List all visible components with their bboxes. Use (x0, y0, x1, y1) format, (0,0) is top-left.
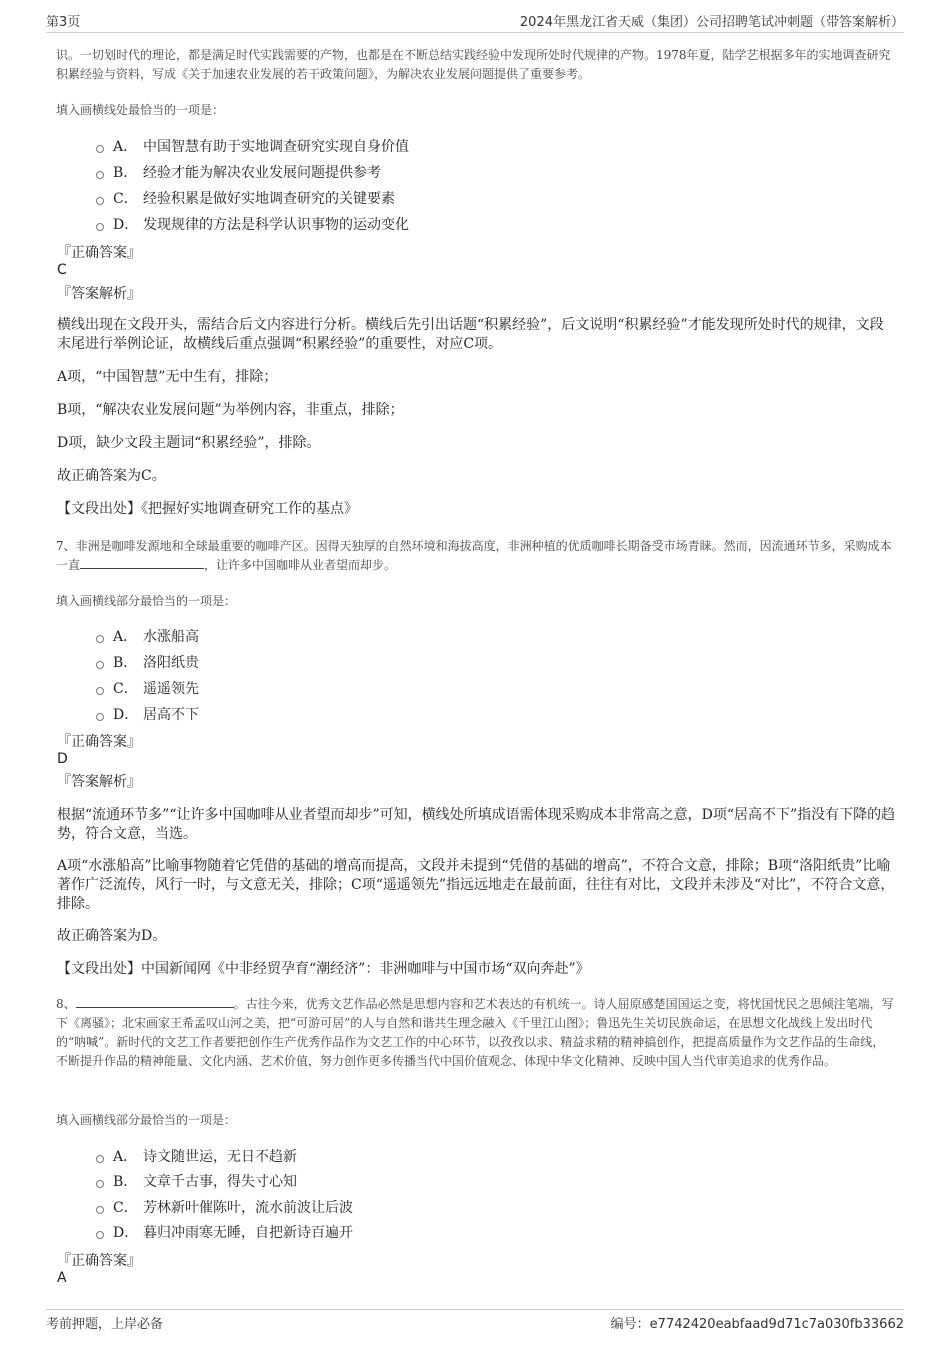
header-divider (46, 32, 904, 33)
q7-analysis-options: A项“水涨船高”比喻事物随着它凭借的基础的增高而提高，文段并未提到“凭借的基础的增高”，不符合文意，排除；B项“洛阳纸贵”比喻著作广泛流传，风行一时，与文意无关，排除；C项“遥遥领先”指远远地走在最前面，往往有对比，文段并未涉及“对比”，不符合文意，排除。 (57, 858, 895, 912)
option-letter: B． (113, 165, 138, 181)
q8-option-d[interactable] (96, 1220, 353, 1244)
radio-button[interactable] (96, 171, 104, 179)
q8-option-b[interactable] (96, 1169, 297, 1193)
radio-button[interactable] (96, 661, 104, 669)
q8-blank (76, 995, 234, 1008)
option-letter: C． (113, 681, 138, 697)
document-id: 编号：e7742420eabfaad9d71c7a030fb33662 (610, 1317, 904, 1332)
q7-passage (56, 537, 896, 575)
q6-answer: C (57, 262, 67, 278)
option-text: 中国智慧有助于实地调查研究实现自身价值 (143, 139, 409, 155)
document-title: 2024年黑龙江省天威（集团）公司招聘笔试冲刺题（带答案解析） (519, 15, 904, 30)
option-letter: C． (113, 1200, 138, 1216)
q6-analysis-conclusion: 故正确答案为C。 (57, 468, 166, 484)
option-text: 文章千古事，得失寸心知 (143, 1174, 297, 1190)
q7-prompt: 填入画横线部分最恰当的一项是： (56, 594, 237, 608)
q6-answer-label: 『正确答案』 (57, 245, 141, 261)
q7-analysis-main: 根据“流通环节多”“让许多中国咖啡从业者望而却步”可知，横线处所填成语需体现采购成本非常高之意，D项“居高不下”指没有下降的趋势，符合文意，当选。 (57, 807, 896, 842)
q7-option-d[interactable] (96, 702, 199, 726)
footer-slogan: 考前押题，上岸必备 (46, 1317, 164, 1332)
q7-answer: D (57, 751, 68, 767)
q6-analysis-d: D项，缺少文段主题词“积累经验”，排除。 (57, 435, 321, 451)
q8-prompt: 填入画横线部分最恰当的一项是： (56, 1113, 237, 1127)
q6-option-b[interactable] (96, 160, 381, 184)
q6-passage: 识。一切划时代的理论，都是满足时代实践需要的产物，也都是在不断总结实践经验中发现所处时代规律的产物。1978年夏，陆学艺根据多年的实地调查研究积累经验与资料，写成《关于加速农业发展的若干政策问题》，为解决农业发展问题提供了重要参考。 (56, 48, 891, 81)
option-text: 芳林新叶催陈叶，流水前波让后波 (143, 1200, 353, 1216)
q6-prompt: 填入画横线处最恰当的一项是： (56, 103, 225, 117)
radio-button[interactable] (96, 1206, 104, 1214)
option-text: 水涨船高 (143, 629, 199, 645)
q8-option-a[interactable] (96, 1144, 297, 1168)
radio-button[interactable] (96, 197, 104, 205)
q8-number: 8、 (56, 997, 76, 1011)
q8-passage (56, 995, 896, 1071)
q7-option-b[interactable] (96, 650, 199, 674)
option-letter: A． (113, 139, 138, 155)
q6-option-d[interactable] (96, 212, 409, 236)
radio-button[interactable] (96, 635, 104, 643)
radio-button[interactable] (96, 1180, 104, 1188)
q6-analysis-label: 『答案解析』 (57, 286, 141, 302)
option-letter: C． (113, 191, 138, 207)
footer-divider (46, 1309, 904, 1310)
q6-analysis-a: A项，“中国智慧”无中生有，排除； (57, 369, 278, 385)
q8-option-c[interactable] (96, 1195, 353, 1219)
q7-passage-part1: 7、非洲是咖啡发源地和全球最重要的咖啡产区。因得天独厚的自然环境和海拔高度，非洲种植的优质咖啡长期备受市场青睐。然而，因流通环节多，采购成本一直 (56, 539, 892, 572)
q7-source: 【文段出处】中国新闻网《中非经贸孕育“潮经济”：非洲咖啡与中国市场“双向奔赴”》 (57, 961, 590, 977)
option-letter: D． (113, 217, 139, 233)
q6-option-c[interactable] (96, 186, 395, 210)
q7-option-a[interactable] (96, 624, 199, 648)
q6-analysis-main: 横线出现在文段开头，需结合后文内容进行分析。横线后先引出话题“积累经验”，后文说明“积累经验”才能发现所处时代的规律，文段末尾进行举例论证，故横线后重点强调“积累经验”的重要性，对应C项。 (57, 317, 884, 352)
q6-option-a[interactable] (96, 134, 409, 158)
radio-button[interactable] (96, 1231, 104, 1239)
option-letter: D． (113, 707, 139, 723)
option-letter: B． (113, 655, 138, 671)
radio-button[interactable] (96, 223, 104, 231)
option-text: 诗文随世运，无日不趋新 (143, 1149, 297, 1165)
q7-blank (80, 556, 204, 569)
q8-passage-text: 。古往今来，优秀文艺作品必然是思想内容和艺术表达的有机统一。诗人屈原感楚国国运之变，将忧国忧民之思倾注笔端，写下《离骚》；北宋画家王希孟叹山河之美，把“可游可居”的人与自然和谐共生理念融入《千里江山图》；鲁迅先生关切民族命运，在思想文化战线上发出时代的“呐喊”。新时代的文艺工作者要把创作生产优秀作品作为文艺工作的中心环节，以孜孜以求、精益求精的精神搞创作，把提高质量作为文艺作品的生命线，不断提升作品的精神能量、文化内涵、艺术价值，努力创作更多传播当代中国价值观念、体现中华文化精神、反映中国人当代审美追求的优秀作品。 (56, 997, 894, 1068)
radio-button[interactable] (96, 687, 104, 695)
radio-button[interactable] (96, 713, 104, 721)
q7-answer-label: 『正确答案』 (57, 734, 141, 750)
option-text: 遥遥领先 (143, 681, 199, 697)
option-letter: D． (113, 1225, 139, 1241)
option-letter: B． (113, 1174, 138, 1190)
q8-answer-label: 『正确答案』 (57, 1253, 141, 1269)
option-text: 暮归冲雨寒无睡，自把新诗百遍开 (143, 1225, 353, 1241)
q8-answer: A (57, 1270, 67, 1286)
option-text: 发现规律的方法是科学认识事物的运动变化 (143, 217, 409, 233)
option-text: 经验积累是做好实地调查研究的关键要素 (143, 191, 395, 207)
option-text: 洛阳纸贵 (143, 655, 199, 671)
q7-analysis-label: 『答案解析』 (57, 774, 141, 790)
q7-analysis-conclusion: 故正确答案为D。 (57, 928, 167, 944)
option-letter: A． (113, 1149, 138, 1165)
q7-passage-part2: ，让许多中国咖啡从业者望而却步。 (204, 558, 397, 572)
option-text: 经验才能为解决农业发展问题提供参考 (143, 165, 381, 181)
q6-analysis-b: B项，“解决农业发展问题”为举例内容，非重点，排除； (57, 402, 404, 418)
radio-button[interactable] (96, 1155, 104, 1163)
q7-option-c[interactable] (96, 676, 199, 700)
page-number: 第3页 (46, 15, 81, 30)
q6-source: 【文段出处】《把握好实地调查研究工作的基点》 (57, 501, 358, 517)
radio-button[interactable] (96, 145, 104, 153)
option-text: 居高不下 (143, 707, 199, 723)
option-letter: A． (113, 629, 138, 645)
